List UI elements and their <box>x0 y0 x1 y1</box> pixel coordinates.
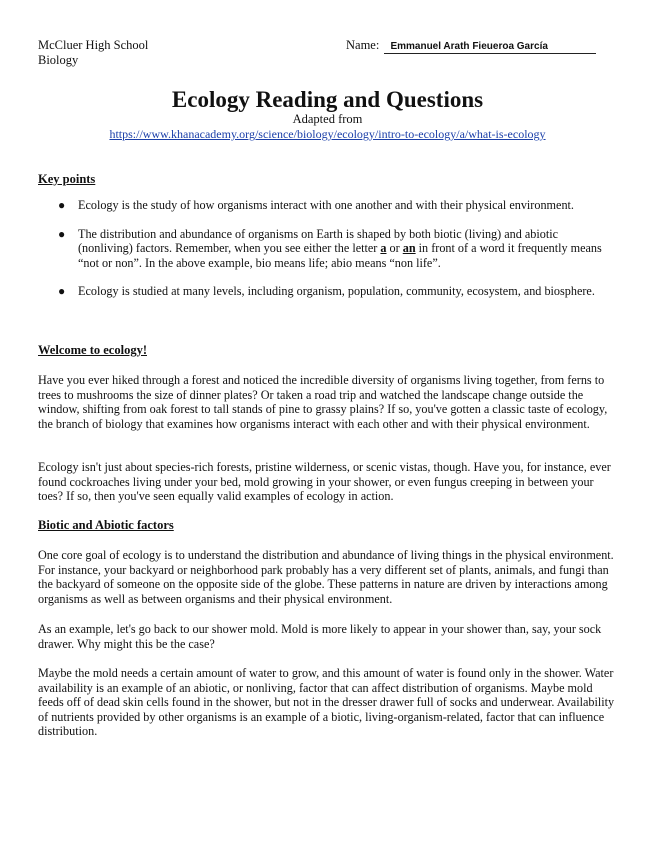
name-label: Name: <box>346 38 380 52</box>
key-points-list <box>58 198 613 313</box>
factors-paragraph-2: As an example, let's go back to our shower mold. Mold is more likely to appear in your shower than, say, your sock drawer. Why might this be the case? <box>38 622 602 651</box>
key-points-heading: Key points <box>38 172 96 186</box>
factors-paragraph-3: Maybe the mold needs a certain amount of water to grow, and this amount of water is found only in the shower. Water availability is an example of an abiotic, or nonliving, factor that can affect distribution of organisms. Maybe mold feeds off of dead skin cells found in the shower, but not in the dresser drawer full of socks and underwear. Availability of nutrients provided by other organisms is an example of a biotic, living-organism-related, factor that can influence distribution. <box>38 666 615 739</box>
factors-paragraph-1: One core goal of ecology is to understand the distribution and abundance of living things in the physical environment. For instance, your backyard or neighborhood park probably has a very different set of plants, animals, and fungi than the backyard of someone on the opposite side of the globe. These patterns in nature are driven by interactions among organisms as well as between organisms and their physical environment. <box>38 548 614 606</box>
letters-an: an <box>402 241 416 256</box>
letter-a: a <box>380 241 387 256</box>
source-link[interactable]: https://www.khanacademy.org/science/biology/ecology/intro-to-ecology/a/what-is-ecology <box>109 127 546 141</box>
key-point-item: ● Ecology is the study of how organisms interact with one another and with their physical environment. <box>58 198 574 212</box>
name-line <box>346 38 596 54</box>
bullet-icon: ● <box>58 284 66 299</box>
bullet-icon: ● <box>58 226 66 241</box>
subject-name: Biology <box>38 53 79 67</box>
key-point-item: ● The distribution and abundance of organisms on Earth is shaped by both biotic (living) and abiotic (nonliving) factors. Remember, when you see either the letter a or an in front of a word it frequently means “not or non”. In the above example, bio means life; abio means “non life”. <box>58 226 602 270</box>
key-point-item: ● Ecology is studied at many levels, including organism, population, community, ecosystem, and biosphere. <box>58 284 595 299</box>
welcome-heading: Welcome to ecology! <box>38 343 147 357</box>
welcome-paragraph-1: Have you ever hiked through a forest and noticed the incredible diversity of organisms living together, from ferns to trees to mushrooms the size of dinner plates? Or taken a road trip and watched the landscape change outside the window, shifting from oak forest to tall stands of pine to grassy plains? If so, you've gotten a classic taste of ecology, the branch of biology that examines how organisms interact with each other and with their physical environment. <box>38 373 608 431</box>
school-name: McCluer High School <box>38 38 149 52</box>
school-info <box>38 38 148 68</box>
page-title: Ecology Reading and Questions <box>171 87 484 112</box>
welcome-paragraph-2: Ecology isn't just about species-rich forests, pristine wilderness, or scenic vistas, though. Have you, for instance, ever found cockroaches living under your bed, mold growing in your shower, or even fungus creeping in between your toes? If so, then you've seen equally valid examples of ecology in action. <box>38 460 611 504</box>
name-field[interactable]: Emmanuel Arath Fieueroa García <box>384 40 596 54</box>
factors-heading: Biotic and Abiotic factors <box>38 518 174 532</box>
bullet-icon: ● <box>58 198 66 212</box>
adapted-from-label: Adapted from <box>292 112 363 126</box>
